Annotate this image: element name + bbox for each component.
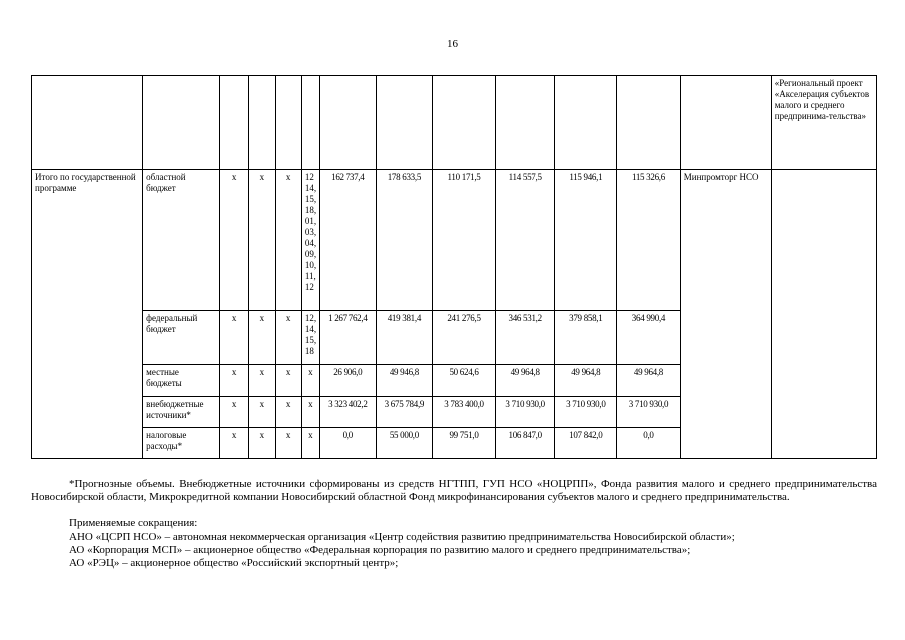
codes-cell: x [301,397,319,428]
value-cell: 107 842,0 [555,428,617,459]
table-cell: x [275,170,301,311]
value-cell: 3 323 402,2 [320,397,377,428]
value-cell: 346 531,2 [495,311,555,365]
table-cell [617,76,681,170]
table-cell: x [219,311,248,365]
table-cell [433,76,496,170]
table-cell [771,170,876,459]
value-cell: 0,0 [617,428,681,459]
source-cell: налоговые расходы* [143,428,220,459]
table-cell: x [275,428,301,459]
source-cell: внебюджетные источники* [143,397,220,428]
value-cell: 55 000,0 [376,428,433,459]
program-budget-table [31,75,877,459]
table-cell: x [219,397,248,428]
value-cell: 178 633,5 [376,170,433,311]
value-cell: 3 710 930,0 [495,397,555,428]
table-cell: x [275,397,301,428]
value-cell: 99 751,0 [433,428,496,459]
program-label-cell: Итого по государственной программе [32,170,143,459]
table-cell [219,76,248,170]
abbreviation-item: АО «РЭЦ» – акционерное общество «Российский экспортный центр»; [69,557,399,570]
table-cell: x [249,365,275,397]
value-cell: 3 783 400,0 [433,397,496,428]
value-cell: 3 675 784,9 [376,397,433,428]
table-cell: x [249,170,275,311]
source-cell: областной бюджет [143,170,220,311]
value-cell: 364 990,4 [617,311,681,365]
table-cell [376,76,433,170]
table-row [32,170,877,311]
value-cell: 49 946,8 [376,365,433,397]
table-cell: x [249,428,275,459]
value-cell: 115 326,6 [617,170,681,311]
table-cell [680,76,771,170]
source-cell: местные бюджеты [143,365,220,397]
forecast-footnote: *Прогнозные объемы. Внебюджетные источники сформированы из средств НГТПП, ГУП НСО «НОЦРПП», Фонда развития малого и среднего предпринимательства Новосибирской области, Микрокредитной компании Новосибирский областной Фонд микрофинансирования субъектов малого и среднего предпринимательства. [31,478,877,504]
table-cell: x [249,311,275,365]
codes-cell: x [301,428,319,459]
codes-cell: x [301,365,319,397]
value-cell: 106 847,0 [495,428,555,459]
value-cell: 162 737,4 [320,170,377,311]
table-cell: x [219,428,248,459]
value-cell: 3 710 930,0 [617,397,681,428]
page-number: 16 [447,38,458,50]
table-cell: x [219,170,248,311]
value-cell: 110 171,5 [433,170,496,311]
value-cell: 49 964,8 [617,365,681,397]
project-note-cell: «Региональный проект «Акселерация субъектов малого и среднего предпринима-тельства» [771,76,876,170]
value-cell: 379 858,1 [555,311,617,365]
table-cell [275,76,301,170]
value-cell: 1 267 762,4 [320,311,377,365]
value-cell: 241 276,5 [433,311,496,365]
value-cell: 0,0 [320,428,377,459]
table-cell: x [249,397,275,428]
table-cell [249,76,275,170]
codes-cell: 12 14, 15, 18, 01, 03, 04, 09, 10, 11, 12 [301,170,319,311]
value-cell: 3 710 930,0 [555,397,617,428]
footnotes [31,478,877,570]
value-cell: 114 557,5 [495,170,555,311]
table-cell [555,76,617,170]
table-cell: x [275,311,301,365]
table-cell: x [275,365,301,397]
table-cell [143,76,220,170]
value-cell: 115 946,1 [555,170,617,311]
abbreviations-heading: Применяемые сокращения: [69,517,198,530]
value-cell: 49 964,8 [495,365,555,397]
abbreviation-item: АО «Корпорация МСП» – акционерное общество «Федеральная корпорация по развитию малого и среднего предпринимательства»; [69,543,691,556]
table-cell [495,76,555,170]
codes-cell: 12, 14, 15, 18 [301,311,319,365]
executor-cell: Минпромторг НСО [680,170,771,459]
value-cell: 49 964,8 [555,365,617,397]
value-cell: 50 624,6 [433,365,496,397]
table-row [32,76,877,170]
value-cell: 26 906,0 [320,365,377,397]
abbreviation-item: АНО «ЦСРП НСО» – автономная некоммерческая организация «Центр содействия развитию предпринимательства Новосибирской области»; [69,530,735,543]
table-cell [301,76,319,170]
table-cell [320,76,377,170]
table-cell: x [219,365,248,397]
value-cell: 419 381,4 [376,311,433,365]
source-cell: федеральный бюджет [143,311,220,365]
table-cell [32,76,143,170]
